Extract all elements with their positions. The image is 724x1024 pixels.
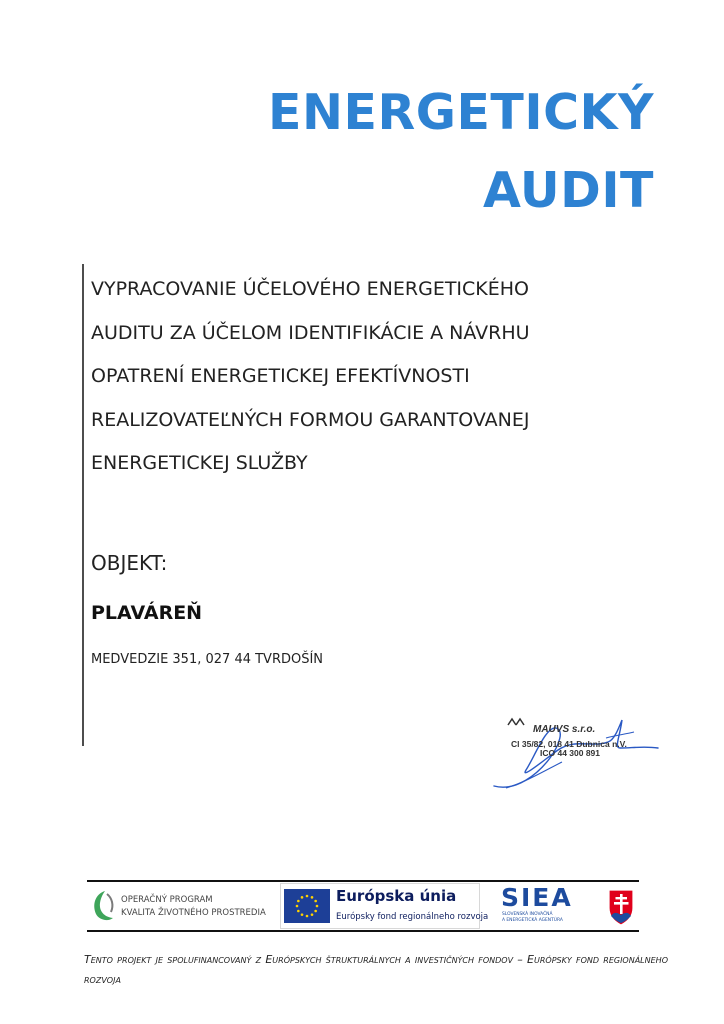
description-line: AUDITU ZA ÚČELOM IDENTIFIKÁCIE A NÁVRHU [91,321,530,344]
siea-name: SIEA [501,883,573,912]
stamp-address: Cl 35/82, 018 41 Dubnica n.V. [511,739,627,749]
siea-sub-line-1: SLOVENSKÁ INOVAČNÁ [502,912,553,917]
coat-of-arms-icon [607,884,635,928]
eu-star-icon [314,900,317,903]
eu-star-icon [311,896,314,899]
siea-sub-line-2: A ENERGETICKÁ AGENTÚRA [502,917,563,923]
object-address: MEDVEDZIE 351, 027 44 TVRDOŠÍN [91,652,324,667]
eu-star-icon [297,910,300,913]
op-line-2: KVALITA ŽIVOTNÉHO PROSTREDIA [121,907,266,918]
eu-star-icon [306,915,309,918]
leaf-icon [89,885,119,927]
description-line: OPATRENÍ ENERGETICKEJ EFEKTÍVNOSTI [91,365,470,387]
description-line: ENERGETICKEJ SLUŽBY [91,452,308,474]
logo-eu [280,883,489,929]
document-title [94,74,654,230]
description-line: VYPRACOVANIE ÚČELOVÉHO ENERGETICKÉHO [91,278,530,300]
footer-funding-note: Tento projekt je spolufinancovaný z Európskych štrukturálnych a investičných fondov – Európsky fond regionálneho rozvoja [84,953,668,986]
stamp-company-name: MAUVS s.r.o. [533,724,596,735]
logo-siea [499,885,579,927]
object-label: OBJEKT: [91,551,168,575]
eu-star-icon [297,900,300,903]
logo-op-kzp [89,885,269,927]
company-stamp-signature [486,712,662,794]
eu-star-icon [301,913,304,916]
audit-description [91,268,651,486]
eu-subtitle: Európsky fond regionálneho rozvoja [336,912,489,922]
eu-title: Európska únia [336,887,457,905]
funding-logos-strip [87,880,639,932]
left-divider-bar [82,264,84,746]
eu-star-icon [306,895,309,898]
eu-star-icon [316,905,319,908]
eu-star-icon [296,905,299,908]
eu-star-icon [311,913,314,916]
siea-subtitle [502,912,563,923]
title-line-1: ENERGETICKÝ [268,84,654,141]
description-line: REALIZOVATEĽNÝCH FORMOU GARANTOVANEJ [91,408,530,431]
eu-star-icon [301,896,304,899]
object-name: PLAVÁREŇ [91,602,203,624]
eu-flag-icon [284,889,330,923]
op-line-1: OPERAČNÝ PROGRAM [121,895,213,905]
eu-star-icon [314,910,317,913]
title-line-2: AUDIT [482,162,654,219]
logo-slovak-coat-of-arms [607,884,635,928]
stamp-ico: ICO 44 300 891 [540,748,601,758]
